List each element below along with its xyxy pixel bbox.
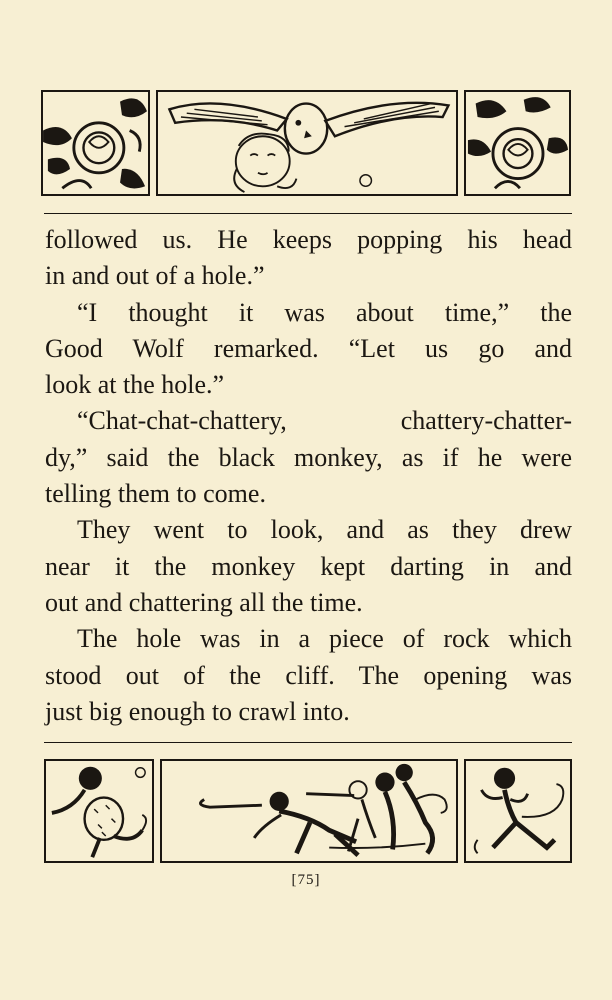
- top-left-illustration: [41, 90, 150, 196]
- text-line: stood out of the cliff. The opening was: [45, 660, 572, 690]
- text-line: “Chat-chat-chattery, chattery-chatter-: [77, 406, 572, 436]
- page-number: [75]: [291, 872, 321, 888]
- top-right-illustration: [464, 90, 571, 196]
- text-line: out and chattering all the time.: [45, 587, 363, 617]
- text-line: telling them to come.: [45, 479, 266, 509]
- bottom-center-illustration: [160, 759, 458, 863]
- text-line: dy,” said the black monkey, as if he were: [45, 442, 572, 472]
- text-line: near it the monkey kept darting in and: [45, 551, 572, 581]
- rose-flower-icon: [466, 92, 569, 194]
- body-text: [45, 222, 572, 730]
- top-divider-rule: [44, 213, 572, 214]
- text-line: Good Wolf remarked. “Let us go and: [45, 333, 572, 363]
- rose-flower-icon: [43, 92, 148, 194]
- text-line: The hole was in a piece of rock which: [77, 624, 572, 654]
- text-line: just big enough to crawl into.: [45, 696, 350, 726]
- text-line: look at the hole.”: [45, 370, 225, 400]
- bottom-divider-rule: [44, 742, 572, 743]
- girl-and-flying-owl-icon: [158, 92, 456, 194]
- bottom-left-illustration: [44, 759, 154, 863]
- monkey-leading-group-icon: [162, 761, 456, 861]
- text-line: in and out of a hole.”: [45, 261, 265, 291]
- text-line: “I thought it was about time,” the: [77, 297, 572, 327]
- text-line: They went to look, and as they drew: [77, 515, 572, 545]
- monkey-carrying-sack-icon: [46, 761, 152, 861]
- bottom-right-illustration: [464, 759, 572, 863]
- running-monkey-icon: [466, 761, 570, 861]
- text-line: followed us. He keeps popping his head: [45, 225, 572, 254]
- top-center-illustration: [156, 90, 458, 196]
